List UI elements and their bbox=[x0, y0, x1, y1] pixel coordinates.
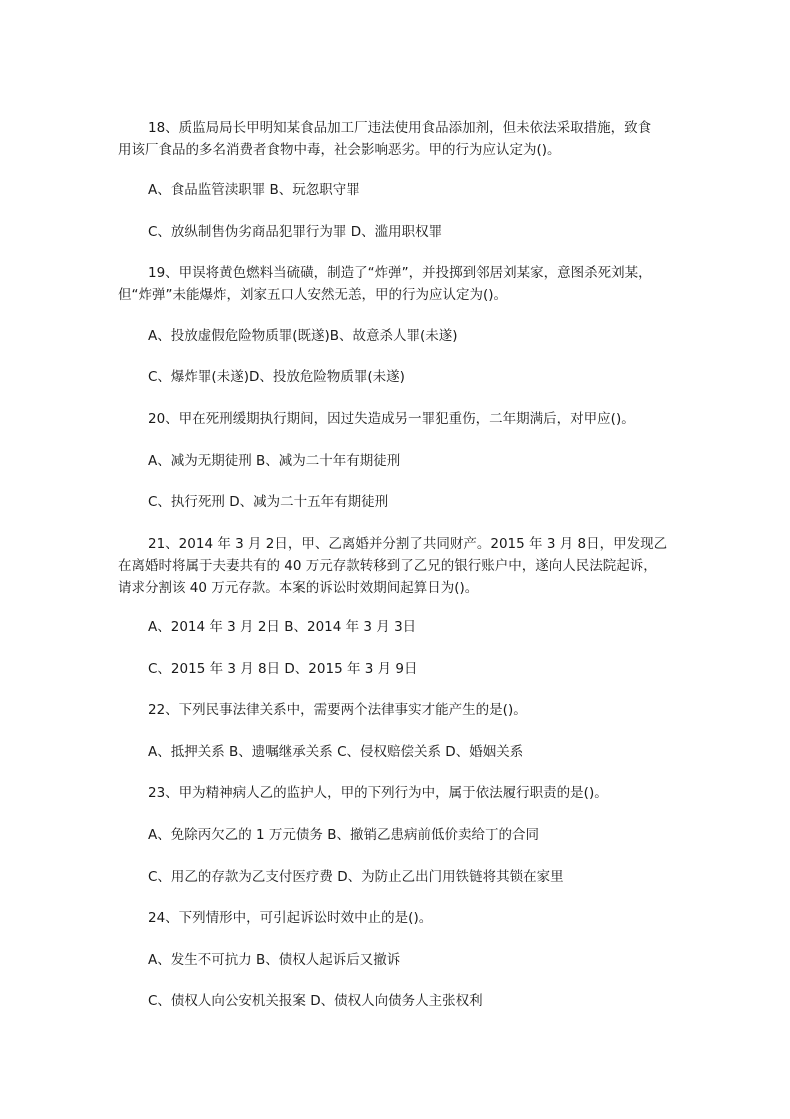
question-24-option-cd: C、债权人向公安机关报案 D、债权人向债务人主张权利 bbox=[148, 993, 483, 1009]
question-19-option-ab: A、投放虚假危险物质罪(既遂)B、故意杀人罪(未遂) bbox=[148, 328, 458, 344]
stem-line: 但“炸弹”未能爆炸，刘家五口人安然无恙，甲的行为应认定为()。 bbox=[118, 287, 508, 303]
question-24-option-ab: A、发生不可抗力 B、债权人起诉后又撤诉 bbox=[148, 952, 401, 968]
question-22-options: A、抵押关系 B、遗嘱继承关系 C、侵权赔偿关系 D、婚姻关系 bbox=[148, 744, 524, 760]
question-19-option-cd: C、爆炸罪(未遂)D、投放危险物质罪(未遂) bbox=[148, 369, 405, 385]
stem-line: 请求分割该 40 万元存款。本案的诉讼时效期间起算日为()。 bbox=[118, 580, 479, 596]
question-24-stem: 24、下列情形中，可引起诉讼时效中止的是()。 bbox=[148, 910, 433, 926]
question-22-stem: 22、下列民事法律关系中，需要两个法律事实才能产生的是()。 bbox=[148, 702, 527, 718]
stem-line: 21、2014 年 3 月 2日，甲、乙离婚并分割了共同财产。2015 年 3 月 8日，甲发现乙 bbox=[148, 536, 668, 552]
stem-line: 在离婚时将属于夫妻共有的 40 万元存款转移到了乙兄的银行账户中，遂向人民法院起诉， bbox=[118, 558, 657, 574]
question-21-option-ab: A、2014 年 3 月 2日 B、2014 年 3 月 3日 bbox=[148, 619, 417, 635]
stem-line: 19、甲误将黄色燃料当硫磺，制造了“炸弹”，并投掷到邻居刘某家，意图杀死刘某， bbox=[148, 265, 652, 281]
question-21-option-cd: C、2015 年 3 月 8日 D、2015 年 3 月 9日 bbox=[148, 661, 418, 677]
stem-line: 用该厂食品的多名消费者食物中毒，社会影响恶劣。甲的行为应认定为()。 bbox=[118, 142, 561, 158]
question-20-option-ab: A、减为无期徒刑 B、减为二十年有期徒刑 bbox=[148, 453, 401, 469]
question-20-stem: 20、甲在死刑缓期执行期间，因过失造成另一罪犯重伤，二年期满后，对甲应()。 bbox=[148, 411, 635, 427]
stem-line: 18、质监局局长甲明知某食品加工厂违法使用食品添加剂，但未依法采取措施，致食 bbox=[148, 120, 652, 136]
question-19-stem bbox=[118, 262, 666, 306]
question-21-stem bbox=[118, 533, 666, 599]
question-23-option-ab: A、免除丙欠乙的 1 万元债务 B、撤销乙患病前低价卖给丁的合同 bbox=[148, 827, 539, 843]
question-18-option-ab: A、食品监管渎职罪 B、玩忽职守罪 bbox=[148, 182, 360, 198]
question-20-option-cd: C、执行死刑 D、减为二十五年有期徒刑 bbox=[148, 494, 389, 510]
question-18-option-cd: C、放纵制售伪劣商品犯罪行为罪 D、滥用职权罪 bbox=[148, 224, 443, 240]
question-23-stem: 23、甲为精神病人乙的监护人，甲的下列行为中，属于依法履行职责的是()。 bbox=[148, 785, 608, 801]
question-23-option-cd: C、用乙的存款为乙支付医疗费 D、为防止乙出门用铁链将其锁在家里 bbox=[148, 869, 564, 885]
question-18-stem bbox=[118, 117, 666, 161]
